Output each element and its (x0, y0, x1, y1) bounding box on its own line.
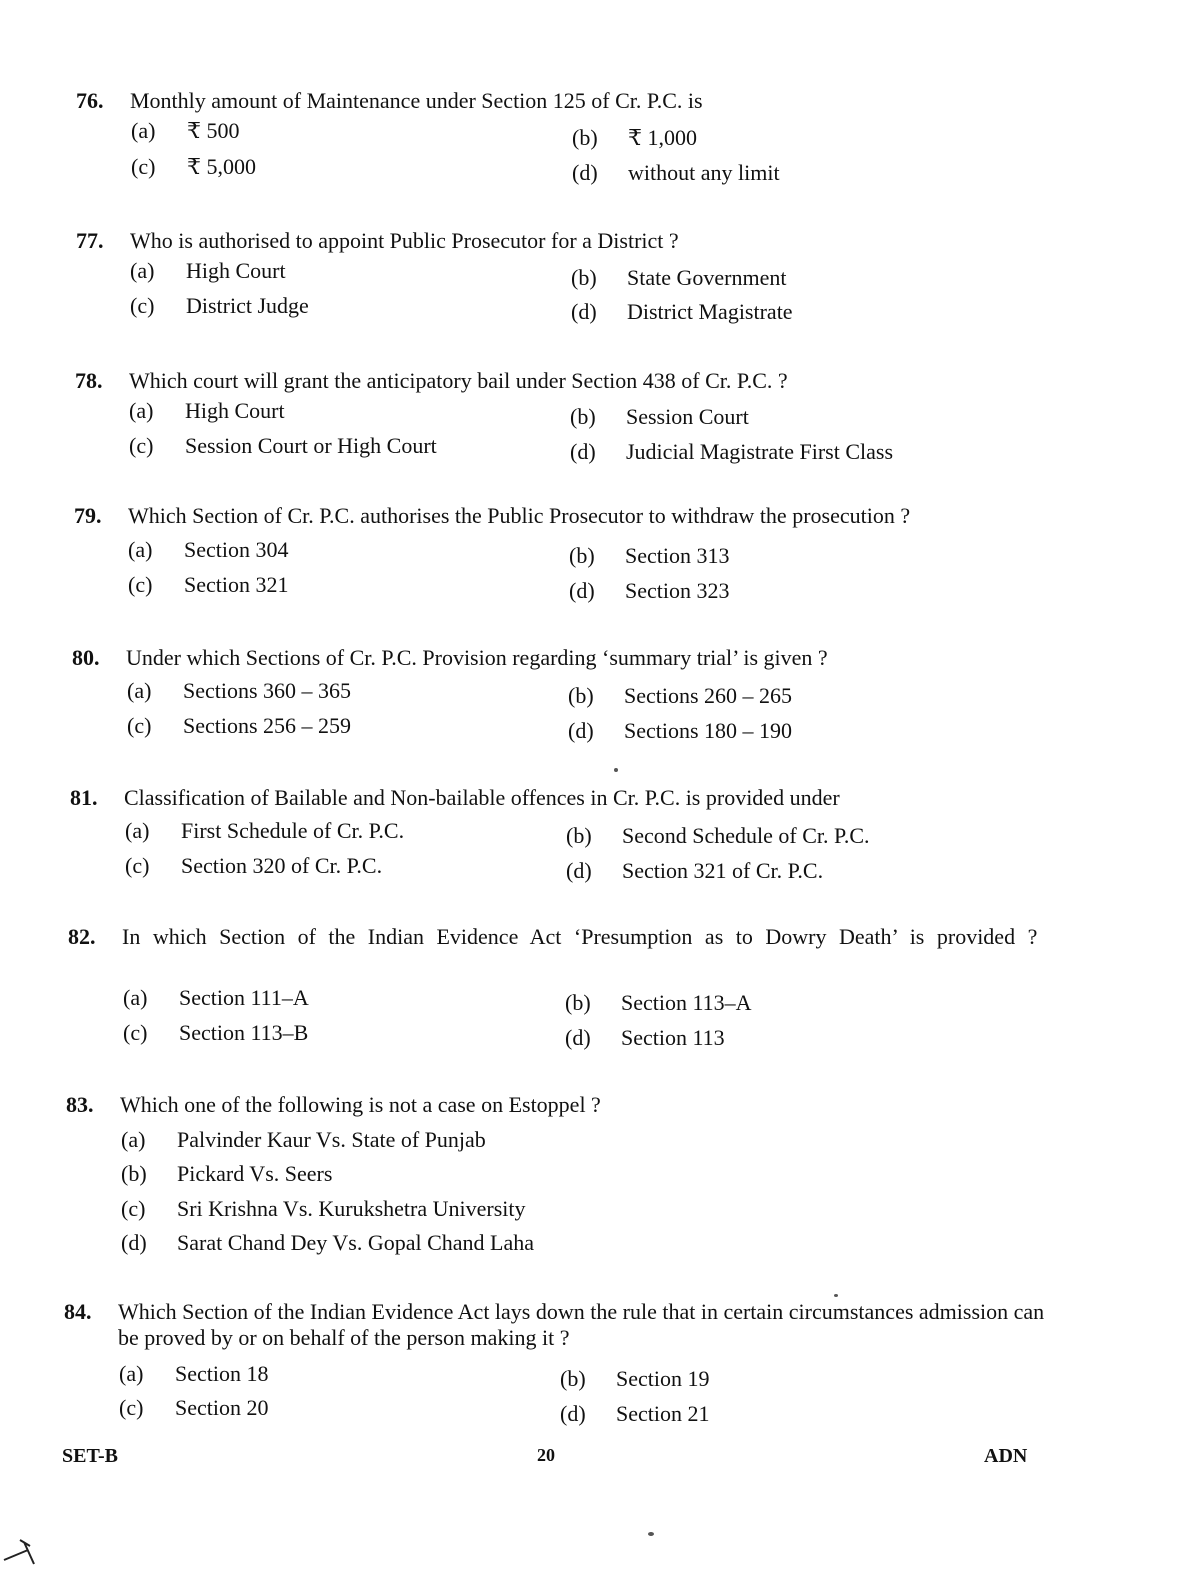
option-label: (d) (569, 578, 595, 603)
option-text: Section 321 (184, 572, 289, 597)
option-a (131, 118, 240, 144)
question-83 (66, 1092, 1066, 1118)
option-label: (b) (569, 543, 595, 568)
option-a (129, 398, 285, 424)
option-b (571, 265, 786, 291)
question-number: 80. (72, 645, 100, 670)
option-label: (a) (129, 398, 154, 423)
option-a (130, 258, 286, 284)
option-b (560, 1366, 710, 1392)
page-number: 20 (537, 1445, 555, 1465)
scan-speck (648, 1532, 654, 1536)
option-label: (c) (123, 1020, 148, 1045)
option-d (560, 1401, 710, 1427)
option-d (570, 439, 893, 465)
option-label: (a) (128, 537, 153, 562)
option-text: Section 321 of Cr. P.C. (622, 858, 824, 883)
option-c (127, 713, 351, 739)
option-label: (a) (119, 1361, 144, 1386)
option-text: without any limit (628, 160, 780, 185)
question-text: Under which Sections of Cr. P.C. Provision regarding ‘summary trial’ is given ? (126, 645, 828, 670)
question-text: In which Section of the Indian Evidence Act ‘Presumption as to Dowry Death’ is provided ? (122, 924, 1038, 949)
scan-speck (614, 768, 618, 772)
option-label: (d) (572, 160, 598, 185)
option-a (128, 537, 289, 563)
option-text: Session Court or High Court (185, 433, 437, 458)
option-b (566, 823, 870, 849)
option-label: (b) (570, 404, 596, 429)
option-text: Section 20 (175, 1395, 269, 1420)
option-text: Section 323 (625, 578, 730, 603)
option-label: (d) (568, 718, 594, 743)
option-label: (a) (125, 818, 150, 843)
option-label: (b) (571, 265, 597, 290)
option-label: (c) (121, 1196, 146, 1221)
option-text: Sections 260 – 265 (624, 683, 793, 708)
option-label: (b) (565, 990, 591, 1015)
option-label: (c) (128, 572, 153, 597)
option-text: Section 304 (184, 537, 289, 562)
scan-mark (0, 1520, 60, 1570)
question-text: Monthly amount of Maintenance under Section 125 of Cr. P.C. is (130, 88, 703, 113)
question-76 (76, 88, 1076, 114)
question-number: 81. (70, 785, 98, 810)
footer-paper-code: ADN (984, 1445, 1028, 1467)
option-b (569, 543, 730, 569)
option-label: (b) (121, 1161, 147, 1186)
option-d (565, 1025, 725, 1051)
option-text: Section 113–A (621, 990, 752, 1015)
option-c (128, 572, 289, 598)
question-number: 76. (76, 88, 104, 113)
option-a (125, 818, 404, 844)
option-label: (a) (127, 678, 152, 703)
option-d (568, 718, 792, 744)
question-text: Classification of Bailable and Non-bailable offences in Cr. P.C. is provided under (124, 785, 840, 810)
option-label: (b) (566, 823, 592, 848)
option-label: (d) (121, 1230, 147, 1255)
option-c (121, 1196, 526, 1222)
question-number: 84. (64, 1299, 92, 1324)
question-84 (64, 1299, 1054, 1351)
option-text: Session Court (626, 404, 749, 429)
option-text: High Court (185, 398, 285, 423)
footer-set-code: SET-B (62, 1445, 118, 1467)
option-label: (c) (131, 154, 156, 179)
question-number: 78. (75, 368, 103, 393)
option-c (130, 293, 309, 319)
option-label: (c) (130, 293, 155, 318)
option-text: District Judge (186, 293, 309, 318)
option-label: (a) (123, 985, 148, 1010)
option-text: Second Schedule of Cr. P.C. (622, 823, 870, 848)
question-number: 79. (74, 503, 102, 528)
option-a (127, 678, 351, 704)
option-label: (c) (127, 713, 152, 738)
option-label: (c) (129, 433, 154, 458)
option-text: Section 113 (621, 1025, 725, 1050)
question-80 (72, 645, 1072, 671)
question-number: 83. (66, 1092, 94, 1117)
option-text: ₹ 500 (187, 118, 240, 143)
option-text: High Court (186, 258, 286, 283)
option-label: (b) (572, 125, 598, 150)
option-text: Section 113–B (179, 1020, 309, 1045)
option-text: State Government (627, 265, 787, 290)
option-label: (d) (566, 858, 592, 883)
option-text: Sri Krishna Vs. Kurukshetra University (177, 1196, 526, 1221)
option-label: (d) (570, 439, 596, 464)
option-label: (a) (131, 118, 156, 143)
question-number: 77. (76, 228, 104, 253)
option-label: (a) (130, 258, 155, 283)
scan-speck (834, 1294, 838, 1297)
option-text: Judicial Magistrate First Class (626, 439, 894, 464)
option-label: (d) (571, 299, 597, 324)
question-text: Which one of the following is not a case on Estoppel ? (120, 1092, 601, 1117)
option-a (123, 985, 309, 1011)
option-d (569, 578, 730, 604)
option-text: Sections 256 – 259 (183, 713, 352, 738)
option-text: Section 19 (616, 1366, 710, 1391)
option-d (571, 299, 793, 325)
question-81 (70, 785, 1070, 811)
option-text: Section 18 (175, 1361, 269, 1386)
option-b (121, 1161, 332, 1187)
option-text: Sections 180 – 190 (624, 718, 793, 743)
option-d (121, 1230, 534, 1256)
option-label: (a) (121, 1127, 146, 1152)
option-text: Section 21 (616, 1401, 710, 1426)
option-b (568, 683, 792, 709)
option-text: Pickard Vs. Seers (177, 1161, 333, 1186)
option-c (123, 1020, 308, 1046)
option-label: (d) (560, 1401, 586, 1426)
question-79 (74, 503, 1124, 529)
question-text: Which Section of the Indian Evidence Act lays down the rule that in certain circumstances admission can be proved by or on behalf of the person making it ? (118, 1299, 1045, 1350)
option-b (565, 990, 752, 1016)
option-c (131, 154, 256, 180)
option-text: ₹ 5,000 (187, 154, 256, 179)
option-b (572, 125, 697, 151)
option-a (121, 1127, 486, 1153)
option-text: District Magistrate (627, 299, 793, 324)
question-82 (68, 924, 1048, 950)
option-label: (c) (125, 853, 150, 878)
question-number: 82. (68, 924, 96, 949)
option-label: (c) (119, 1395, 144, 1420)
option-text: Section 313 (625, 543, 730, 568)
question-77 (76, 228, 1076, 254)
question-78 (75, 368, 1075, 394)
option-text: Sections 360 – 365 (183, 678, 352, 703)
option-a (119, 1361, 269, 1387)
option-c (119, 1395, 269, 1421)
option-label: (d) (565, 1025, 591, 1050)
option-label: (b) (568, 683, 594, 708)
option-text: Section 320 of Cr. P.C. (181, 853, 383, 878)
question-text: Which Section of Cr. P.C. authorises the Public Prosecutor to withdraw the prosecution ? (128, 503, 911, 528)
option-text: Section 111–A (179, 985, 309, 1010)
question-text: Who is authorised to appoint Public Prosecutor for a District ? (130, 228, 679, 253)
option-c (129, 433, 437, 459)
option-text: ₹ 1,000 (628, 125, 697, 150)
option-b (570, 404, 749, 430)
option-d (572, 160, 780, 186)
question-text: Which court will grant the anticipatory bail under Section 438 of Cr. P.C. ? (129, 368, 788, 393)
option-text: First Schedule of Cr. P.C. (181, 818, 405, 843)
option-text: Sarat Chand Dey Vs. Gopal Chand Laha (177, 1230, 535, 1255)
option-d (566, 858, 823, 884)
option-text: Palvinder Kaur Vs. State of Punjab (177, 1127, 486, 1152)
option-label: (b) (560, 1366, 586, 1391)
option-c (125, 853, 382, 879)
